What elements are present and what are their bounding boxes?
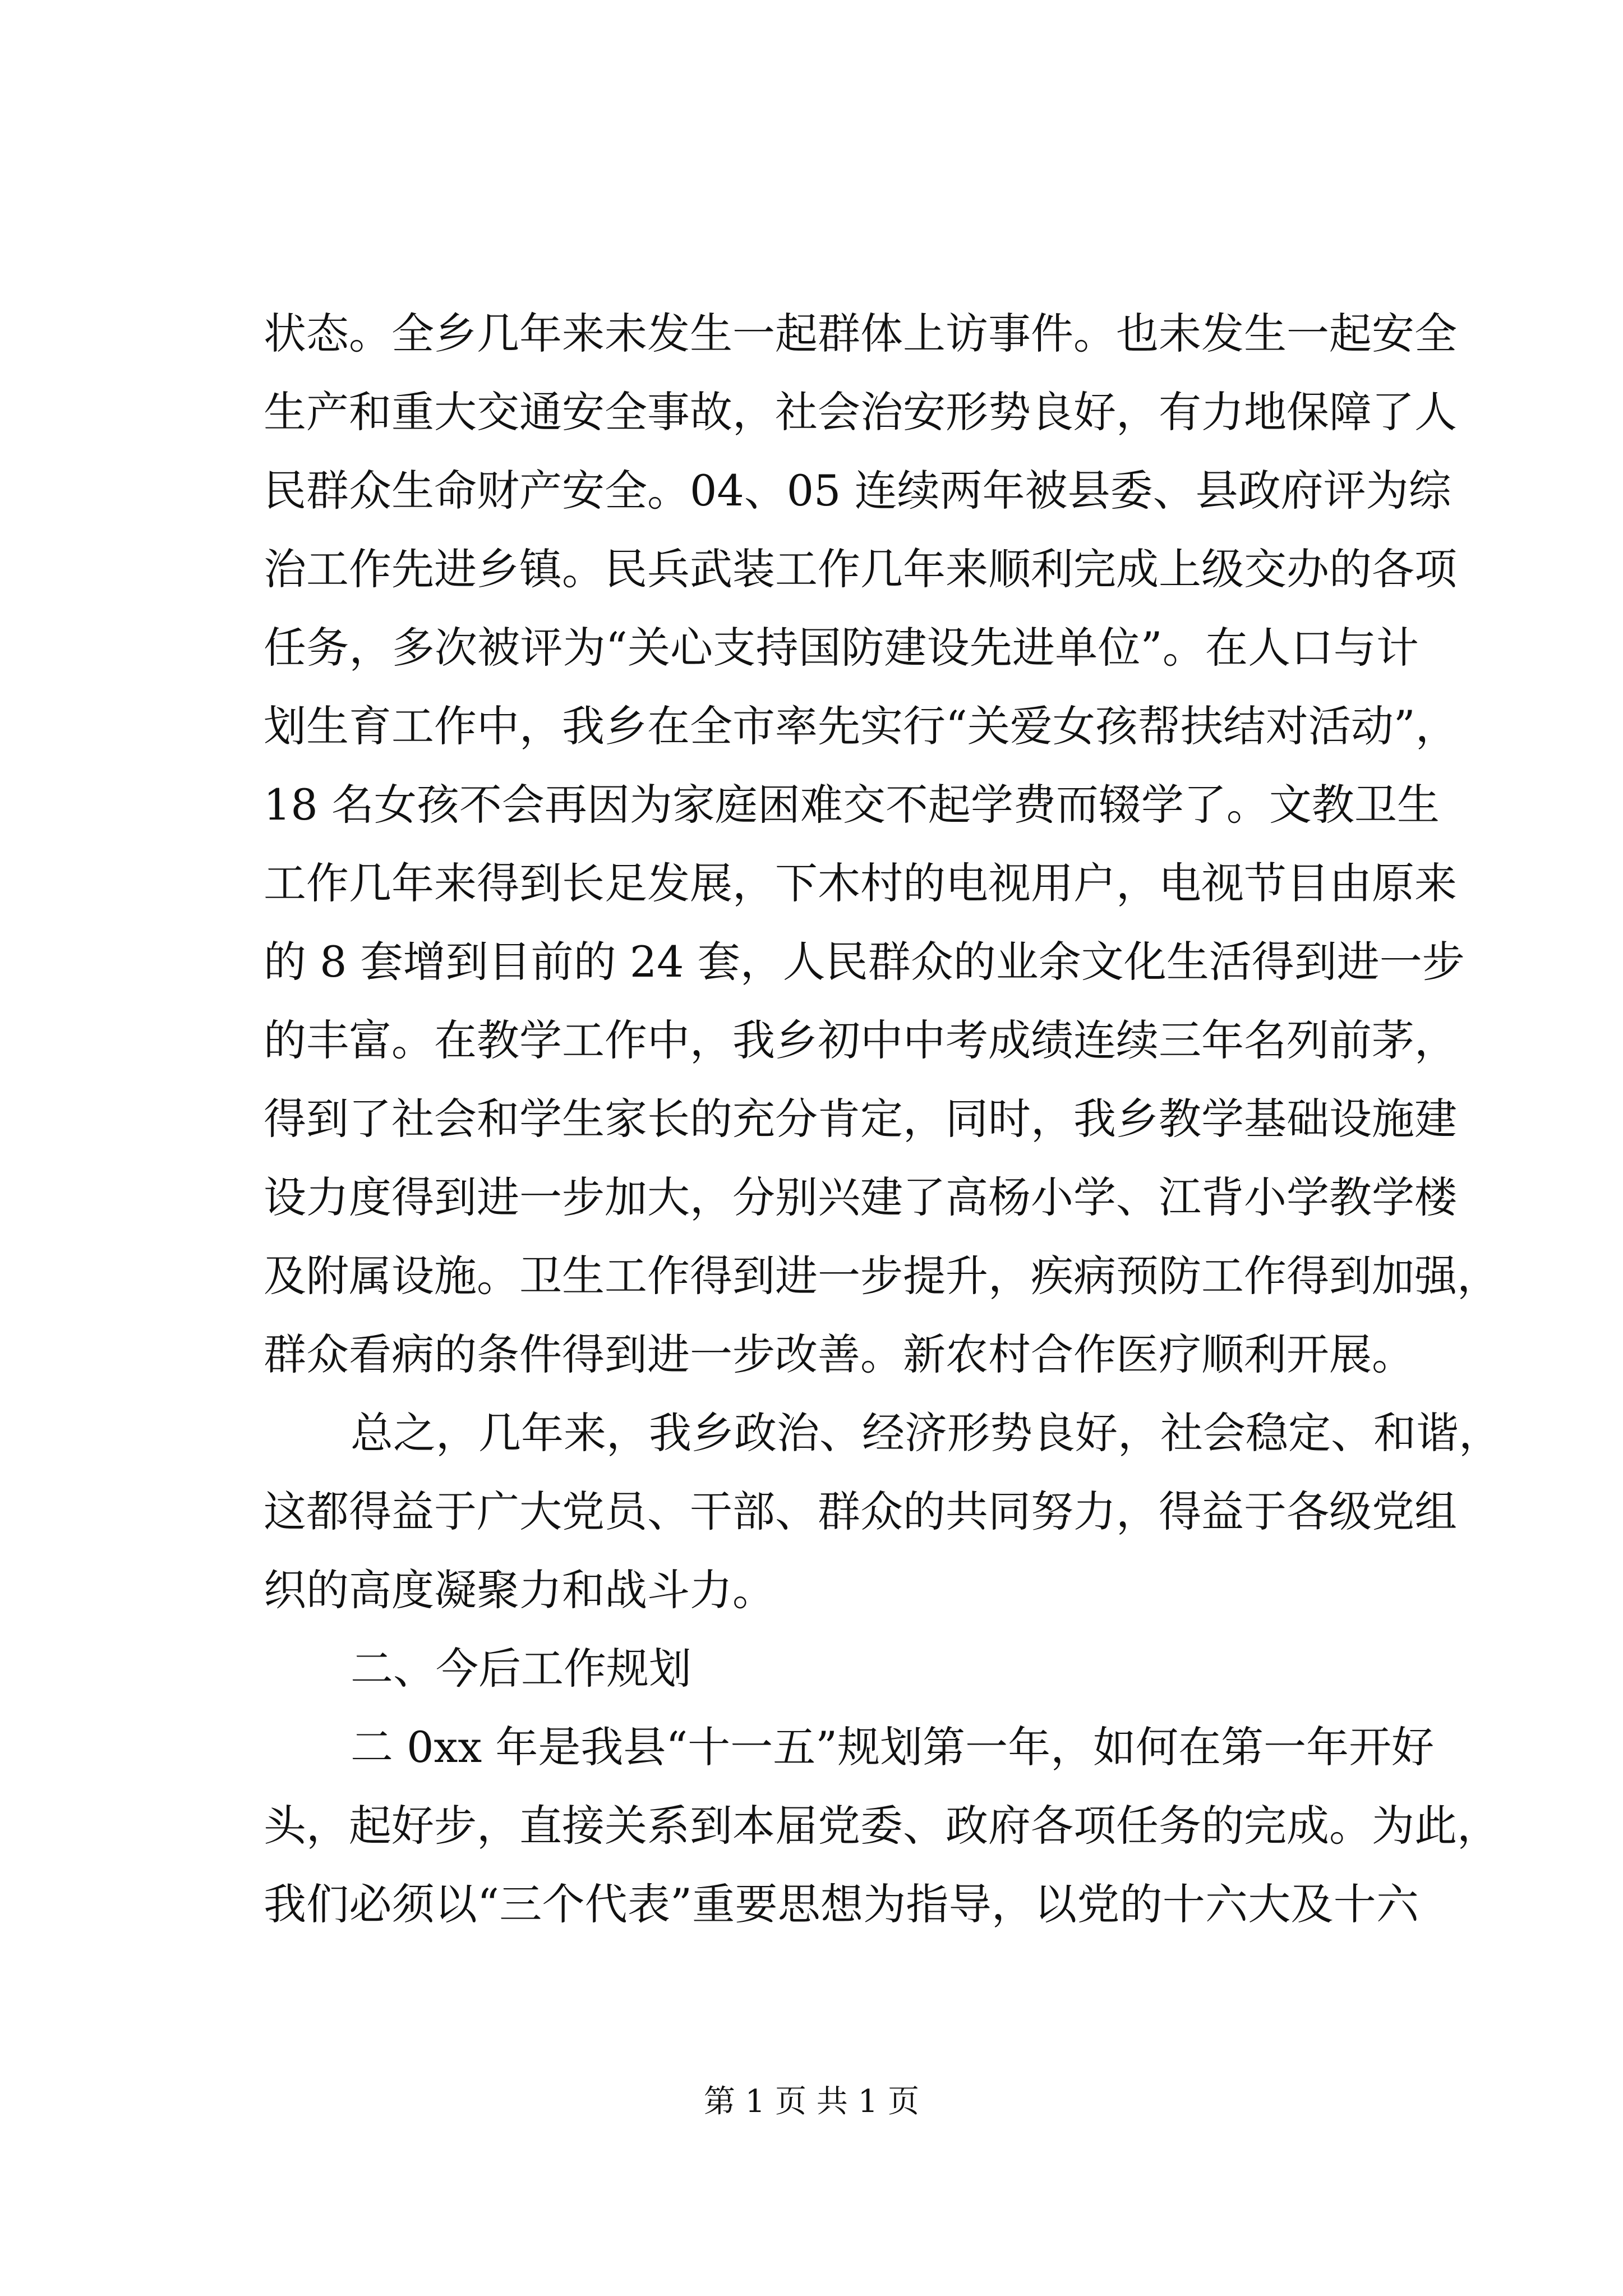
text-line: 得到了社会和学生家长的充分肯定，同时，我乡教学基础设施建	[264, 1094, 1457, 1144]
text-line: 头，起好步，直接关系到本届党委、政府各项任务的完成。为此，	[264, 1801, 1500, 1851]
paragraph-first-line: 二 0xx 年是我县“十一五”规划第一年，如何在第一年开好	[351, 1722, 1435, 1772]
text-line: 治工作先进乡镇。民兵武装工作几年来顺利完成上级交办的各项	[264, 544, 1457, 594]
text-line: 18 名女孩不会再因为家庭困难交不起学费而辍学了。文教卫生	[264, 780, 1440, 830]
text-line: 生产和重大交通安全事故，社会治安形势良好，有力地保障了人	[264, 387, 1457, 437]
text-line: 民群众生命财产安全。04、05 连续两年被县委、县政府评为综	[264, 466, 1451, 516]
text-line: 设力度得到进一步加大，分别兴建了高杨小学、江背小学教学楼	[264, 1172, 1457, 1222]
text-line: 及附属设施。卫生工作得到进一步提升，疾病预防工作得到加强，	[264, 1251, 1500, 1301]
text-line: 我们必须以“三个代表”重要思想为指导，以党的十六大及十六	[264, 1879, 1419, 1929]
text-line: 状态。全乡几年来未发生一起群体上访事件。也未发生一起安全	[264, 309, 1457, 358]
text-line: 这都得益于广大党员、干部、群众的共同努力，得益于各级党组	[264, 1487, 1457, 1536]
text-line: 的丰富。在教学工作中，我乡初中中考成绩连续三年名列前茅，	[264, 1015, 1457, 1065]
text-line: 的 8 套增到目前的 24 套，人民群众的业余文化生活得到进一步	[264, 937, 1465, 987]
text-line: 划生育工作中，我乡在全市率先实行“关爱女孩帮扶结对活动”，	[264, 701, 1458, 751]
section-heading: 二、今后工作规划	[351, 1644, 691, 1694]
page-number-footer: 第 1 页 共 1 页	[703, 2083, 920, 2120]
paragraph-first-line: 总之，几年来，我乡政治、经济形势良好，社会稳定、和谐，	[351, 1408, 1501, 1458]
text-line: 任务，多次被评为“关心支持国防建设先进单位”。在人口与计	[264, 623, 1419, 673]
text-line: 工作几年来得到长足发展，下木村的电视用户，电视节目由原来	[264, 858, 1457, 908]
text-line: 群众看病的条件得到进一步改善。新农村合作医疗顺利开展。	[264, 1329, 1414, 1379]
text-line: 织的高度凝聚力和战斗力。	[264, 1565, 775, 1615]
